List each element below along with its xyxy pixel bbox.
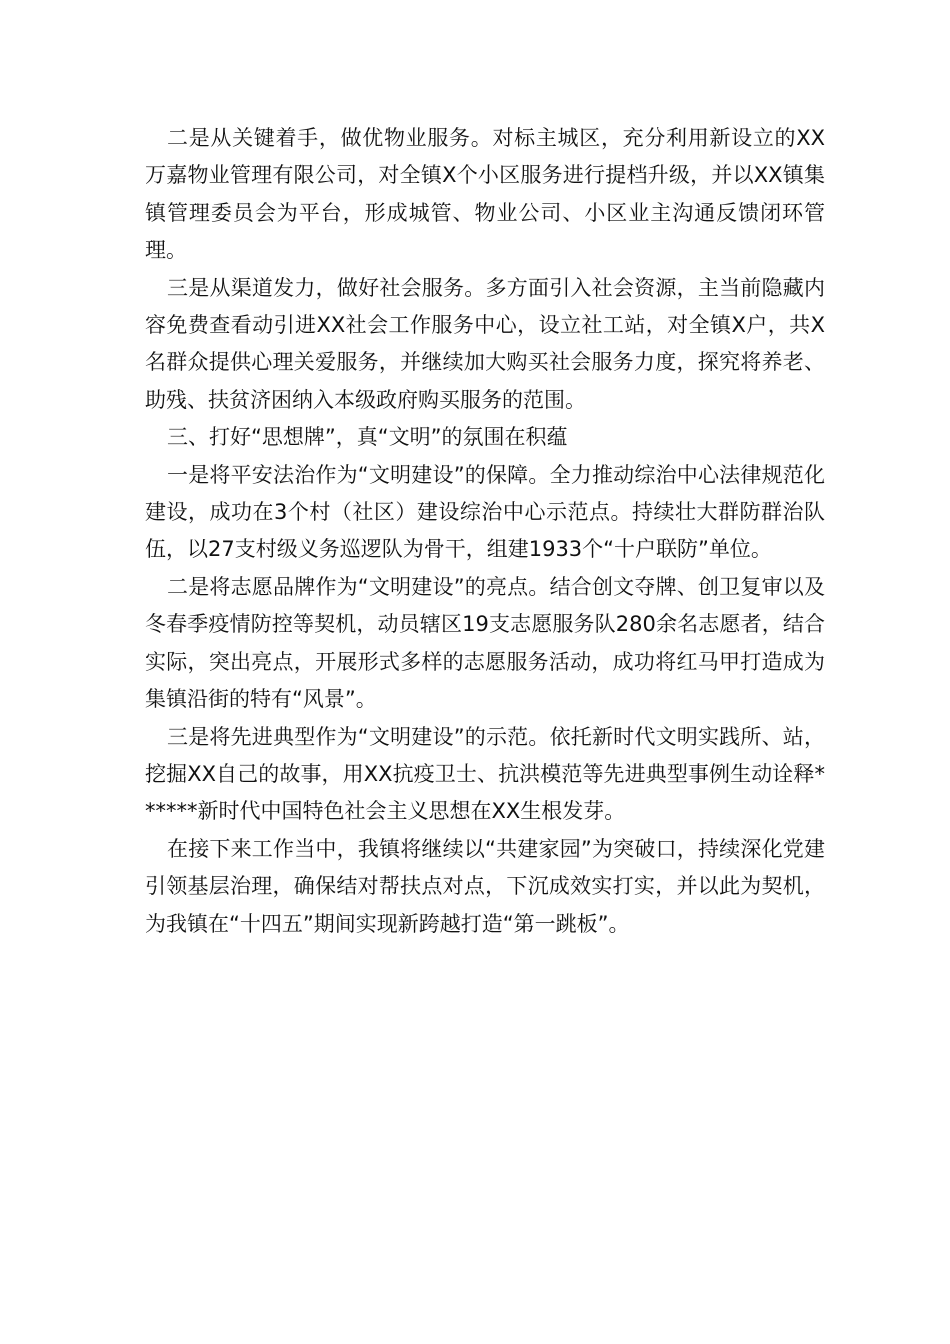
paragraph-advanced-models: 三是将先进典型作为“文明建设”的示范。依托新时代文明实践所、站，挖掘XX自己的故事，用XX抗疫卫士、抗洪模范等先进典型事例生动诠释******新时代中国特色社会主义思想在XX生根发芽。 <box>145 724 825 824</box>
paragraph-conclusion: 在接下来工作当中，我镇将继续以“共建家园”为突破口，持续深化党建引领基层治理，确保结对帮扶点对点，下沉成效实打实，并以此为契机，为我镇在“十四五”期间实现新跨越打造“第一跳板”。 <box>145 836 825 936</box>
paragraph-social-service: 三是从渠道发力，做好社会服务。多方面引入社会资源，主当前隐藏内容免费查看动引进XX社会工作服务中心，设立社工站，对全镇X户，共X名群众提供心理关爱服务，并继续加大购买社会服务力度，探究将养老、助残、扶贫济困纳入本级政府购买服务的范围。 <box>145 275 825 412</box>
paragraph-volunteer-brand: 二是将志愿品牌作为“文明建设”的亮点。结合创文夺牌、创卫复审以及冬春季疫情防控等契机，动员辖区19支志愿服务队280余名志愿者，结合实际，突出亮点，开展形式多样的志愿服务活动，成功将红马甲打造成为集镇沿街的特有“风景”。 <box>145 574 825 712</box>
document-body <box>145 120 825 943</box>
paragraph-rule-of-law: 一是将平安法治作为“文明建设”的保障。全力推动综治中心法律规范化建设，成功在3个村（社区）建设综治中心示范点。持续壮大群防群治队伍，以27支村级义务巡逻队为骨干，组建1933个“十户联防”单位。 <box>145 462 825 562</box>
paragraph-property-service: 二是从关键着手，做优物业服务。对标主城区，充分利用新设立的XX万嘉物业管理有限公司，对全镇X个小区服务进行提档升级，并以XX镇集镇管理委员会为平台，形成城管、物业公司、小区业主沟通反馈闭环管理。 <box>145 126 825 263</box>
section-heading-civilization: 三、打好“思想牌”，真“文明”的氛围在积蕴 <box>167 425 568 450</box>
